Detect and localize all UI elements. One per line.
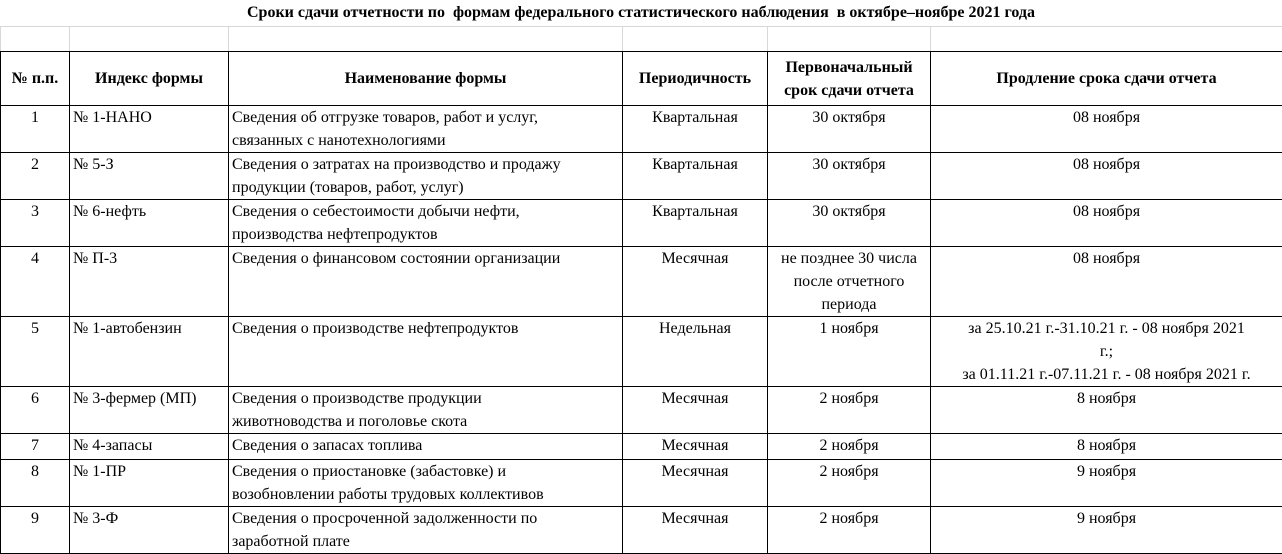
periodicity: Месячная (623, 434, 768, 460)
row-number: 7 (1, 434, 70, 460)
form-name (229, 153, 623, 200)
table-row (1, 200, 1282, 247)
periodicity: Месячная (623, 507, 768, 554)
initial-deadline-line: периода (771, 293, 927, 316)
initial-deadline-line: не позднее 30 числа (771, 247, 927, 270)
initial-deadline (768, 153, 931, 200)
row-number: 8 (1, 460, 70, 507)
form-name-line: Сведения о просроченной задолженности по (232, 507, 619, 530)
form-index: № 1-автобензин (70, 317, 229, 387)
form-index: № 1-ПР (70, 460, 229, 507)
extended-deadline (931, 387, 1282, 434)
extended-deadline (931, 106, 1282, 153)
form-index: № 3-фермер (МП) (70, 387, 229, 434)
extended-deadline-line: 08 ноября (934, 200, 1279, 223)
initial-deadline-line: 2 ноября (771, 460, 927, 483)
form-name-line: Сведения о производстве нефтепродуктов (232, 317, 619, 340)
header-extension: Продление срока сдачи отчета (931, 52, 1282, 106)
form-name-line: Сведения о себестоимости добычи нефти, (232, 200, 619, 223)
page-title: Сроки сдачи отчетности по формам федерального статистического наблюдения в октябре–ноябре 2021 года (0, 0, 1282, 26)
header-first-deadline (768, 52, 931, 106)
initial-deadline-line: 30 октября (771, 200, 927, 223)
form-name (229, 106, 623, 153)
extended-deadline (931, 200, 1282, 247)
table-row (1, 247, 1282, 317)
table-row (1, 106, 1282, 153)
spacer-row (1, 27, 1282, 52)
initial-deadline (768, 106, 931, 153)
extended-deadline (931, 434, 1282, 460)
header-first-line2: срок сдачи отчета (771, 79, 927, 102)
form-name (229, 387, 623, 434)
extended-deadline-line: за 01.11.21 г.-07.11.21 г. - 08 ноября 2021 г. (934, 363, 1279, 386)
header-first-line1: Первоначальный (771, 56, 927, 79)
form-index: № 4-запасы (70, 434, 229, 460)
extended-deadline-line: 8 ноября (934, 434, 1279, 457)
row-number: 1 (1, 106, 70, 153)
form-name-line: животноводства и поголовье скота (232, 410, 619, 433)
extended-deadline-line: 08 ноября (934, 106, 1279, 129)
reporting-deadlines-table (0, 26, 1282, 554)
extended-deadline-line: 9 ноября (934, 507, 1279, 530)
table-row (1, 507, 1282, 554)
form-name-line: Сведения о затратах на производство и продажу (232, 153, 619, 176)
form-name (229, 460, 623, 507)
table-row (1, 317, 1282, 387)
table-row (1, 153, 1282, 200)
initial-deadline-line: 30 октября (771, 153, 927, 176)
form-index: № 1-НАНО (70, 106, 229, 153)
extended-deadline (931, 153, 1282, 200)
initial-deadline (768, 317, 931, 387)
header-num: № п.п. (1, 52, 70, 106)
extended-deadline (931, 507, 1282, 554)
row-number: 4 (1, 247, 70, 317)
extended-deadline-line: 8 ноября (934, 387, 1279, 410)
initial-deadline (768, 434, 931, 460)
extended-deadline-line: 08 ноября (934, 247, 1279, 270)
header-row (1, 52, 1282, 106)
form-name (229, 507, 623, 554)
form-name-line: Сведения о запасах топлива (232, 434, 619, 457)
form-name-line: Сведения о производстве продукции (232, 387, 619, 410)
form-name-line: Сведения о приостановке (забастовке) и (232, 460, 619, 483)
form-index: № П-3 (70, 247, 229, 317)
periodicity: Недельная (623, 317, 768, 387)
table-row (1, 434, 1282, 460)
initial-deadline-line: 2 ноября (771, 387, 927, 410)
form-index: № 5-З (70, 153, 229, 200)
periodicity: Месячная (623, 387, 768, 434)
periodicity: Месячная (623, 247, 768, 317)
extended-deadline (931, 317, 1282, 387)
periodicity: Квартальная (623, 200, 768, 247)
header-name: Наименование формы (229, 52, 623, 106)
row-number: 3 (1, 200, 70, 247)
extended-deadline-line: г.; (934, 340, 1279, 363)
form-name-line: Сведения об отгрузке товаров, работ и услуг, (232, 106, 619, 129)
initial-deadline-line: 2 ноября (771, 434, 927, 457)
row-number: 6 (1, 387, 70, 434)
header-index: Индекс формы (70, 52, 229, 106)
form-name (229, 247, 623, 317)
initial-deadline (768, 460, 931, 507)
extended-deadline-line: 9 ноября (934, 460, 1279, 483)
form-index: № 3-Ф (70, 507, 229, 554)
extended-deadline-line: за 25.10.21 г.-31.10.21 г. - 08 ноября 2021 (934, 317, 1279, 340)
extended-deadline (931, 247, 1282, 317)
form-name (229, 317, 623, 387)
extended-deadline-line: 08 ноября (934, 153, 1279, 176)
initial-deadline-line: 1 ноября (771, 317, 927, 340)
periodicity: Месячная (623, 460, 768, 507)
row-number: 5 (1, 317, 70, 387)
table-row (1, 387, 1282, 434)
table-row (1, 460, 1282, 507)
initial-deadline-line: 2 ноября (771, 507, 927, 530)
row-number: 9 (1, 507, 70, 554)
form-name (229, 434, 623, 460)
initial-deadline (768, 200, 931, 247)
form-name-line: производства нефтепродуктов (232, 223, 619, 246)
initial-deadline (768, 247, 931, 317)
periodicity: Квартальная (623, 106, 768, 153)
form-name (229, 200, 623, 247)
periodicity: Квартальная (623, 153, 768, 200)
initial-deadline-line: после отчетного (771, 270, 927, 293)
initial-deadline-line: 30 октября (771, 106, 927, 129)
form-name-line: Сведения о финансовом состоянии организации (232, 247, 619, 270)
form-name-line: связанных с нанотехнологиями (232, 129, 619, 152)
form-name-line: заработной плате (232, 530, 619, 553)
form-index: № 6-нефть (70, 200, 229, 247)
initial-deadline (768, 507, 931, 554)
extended-deadline (931, 460, 1282, 507)
header-period: Периодичность (623, 52, 768, 106)
initial-deadline (768, 387, 931, 434)
row-number: 2 (1, 153, 70, 200)
form-name-line: продукции (товаров, работ, услуг) (232, 176, 619, 199)
form-name-line: возобновлении работы трудовых коллективов (232, 483, 619, 506)
